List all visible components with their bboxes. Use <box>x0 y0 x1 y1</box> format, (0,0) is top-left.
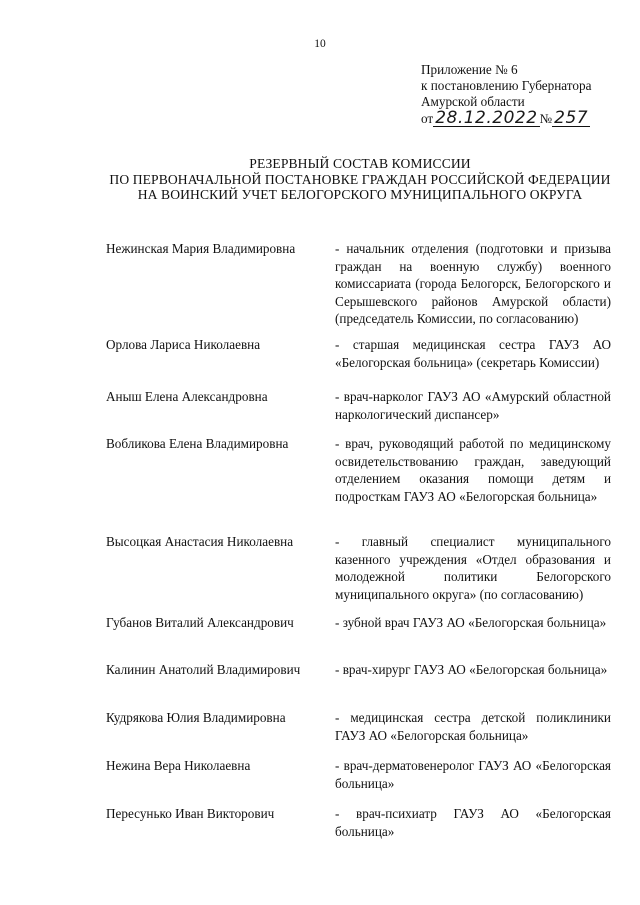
member-name: Губанов Виталий Александрович <box>106 615 294 630</box>
member-name: Высоцкая Анастасия Николаевна <box>106 534 294 549</box>
handwritten-number: 257 <box>554 108 589 128</box>
member-role: - медицинская сестра детской поликлиники ГАУЗ АО «Белогорская больница» <box>335 710 611 743</box>
number-prefix: № <box>539 111 553 126</box>
member-role: - врач, руководящий работой по медицинскому освидетельствованию граждан, заведующий отделением оказания помощи детям и подросткам ГАУЗ АО «Белогорская больница» <box>335 436 611 504</box>
member-role: - старшая медицинская сестра ГАУЗ АО «Белогорская больница» (секретарь Комиссии) <box>335 337 611 370</box>
title-line-3: НА ВОИНСКИЙ УЧЕТ БЕЛОГОРСКОГО МУНИЦИПАЛЬНОГО ОКРУГА <box>137 187 583 202</box>
appendix-date-line <box>421 108 591 129</box>
page-number: 10 <box>314 38 326 50</box>
member-name: Аныш Елена Александровна <box>106 389 268 404</box>
member-name: Калинин Анатолий Владимирович <box>106 662 301 677</box>
title-line-1: РЕЗЕРВНЫЙ СОСТАВ КОМИССИИ <box>249 156 471 171</box>
date-underline <box>433 108 539 128</box>
member-name: Нежинская Мария Владимировна <box>106 241 296 256</box>
appendix-reference: к постановлению Губернатора <box>421 78 592 93</box>
member-role: - врач-психиатр ГАУЗ АО «Белогорская больница» <box>335 806 611 839</box>
title-line-2: ПО ПЕРВОНАЧАЛЬНОЙ ПОСТАНОВКЕ ГРАЖДАН РОССИЙСКОЙ ФЕДЕРАЦИИ <box>109 171 611 187</box>
member-name: Нежина Вера Николаевна <box>106 758 251 773</box>
number-underline <box>552 108 590 128</box>
member-name: Орлова Лариса Николаевна <box>106 337 261 352</box>
member-role: - начальник отделения (подготовки и призыва граждан на военную службу) военного комиссариата (города Белогорск, Белогорского и Серышевского районов Амурской области) (председатель Комиссии, по согласованию) <box>335 241 611 327</box>
date-prefix: от <box>421 111 434 126</box>
member-role: - главный специалист муниципального казенного учреждения «Отдел образования и молодежной политики Белогорского муниципального округа» (по согласованию) <box>335 534 611 602</box>
handwritten-date: 28.12.2022 <box>435 108 538 128</box>
appendix-region: Амурской области <box>421 94 525 109</box>
appendix-block <box>421 62 591 129</box>
member-name: Кудрякова Юлия Владимировна <box>106 710 286 725</box>
document-title <box>60 156 640 203</box>
appendix-title: Приложение № 6 <box>421 62 518 77</box>
member-name: Вобликова Елена Владимировна <box>106 436 289 451</box>
member-role: - зубной врач ГАУЗ АО «Белогорская больница» <box>335 615 607 630</box>
member-role: - врач-дерматовенеролог ГАУЗ АО «Белогорская больница» <box>335 758 611 791</box>
member-name: Пересунько Иван Викторович <box>106 806 275 821</box>
member-role: - врач-хирург ГАУЗ АО «Белогорская больница» <box>335 662 608 677</box>
member-role: - врач-нарколог ГАУЗ АО «Амурский областной наркологический диспансер» <box>335 389 611 422</box>
